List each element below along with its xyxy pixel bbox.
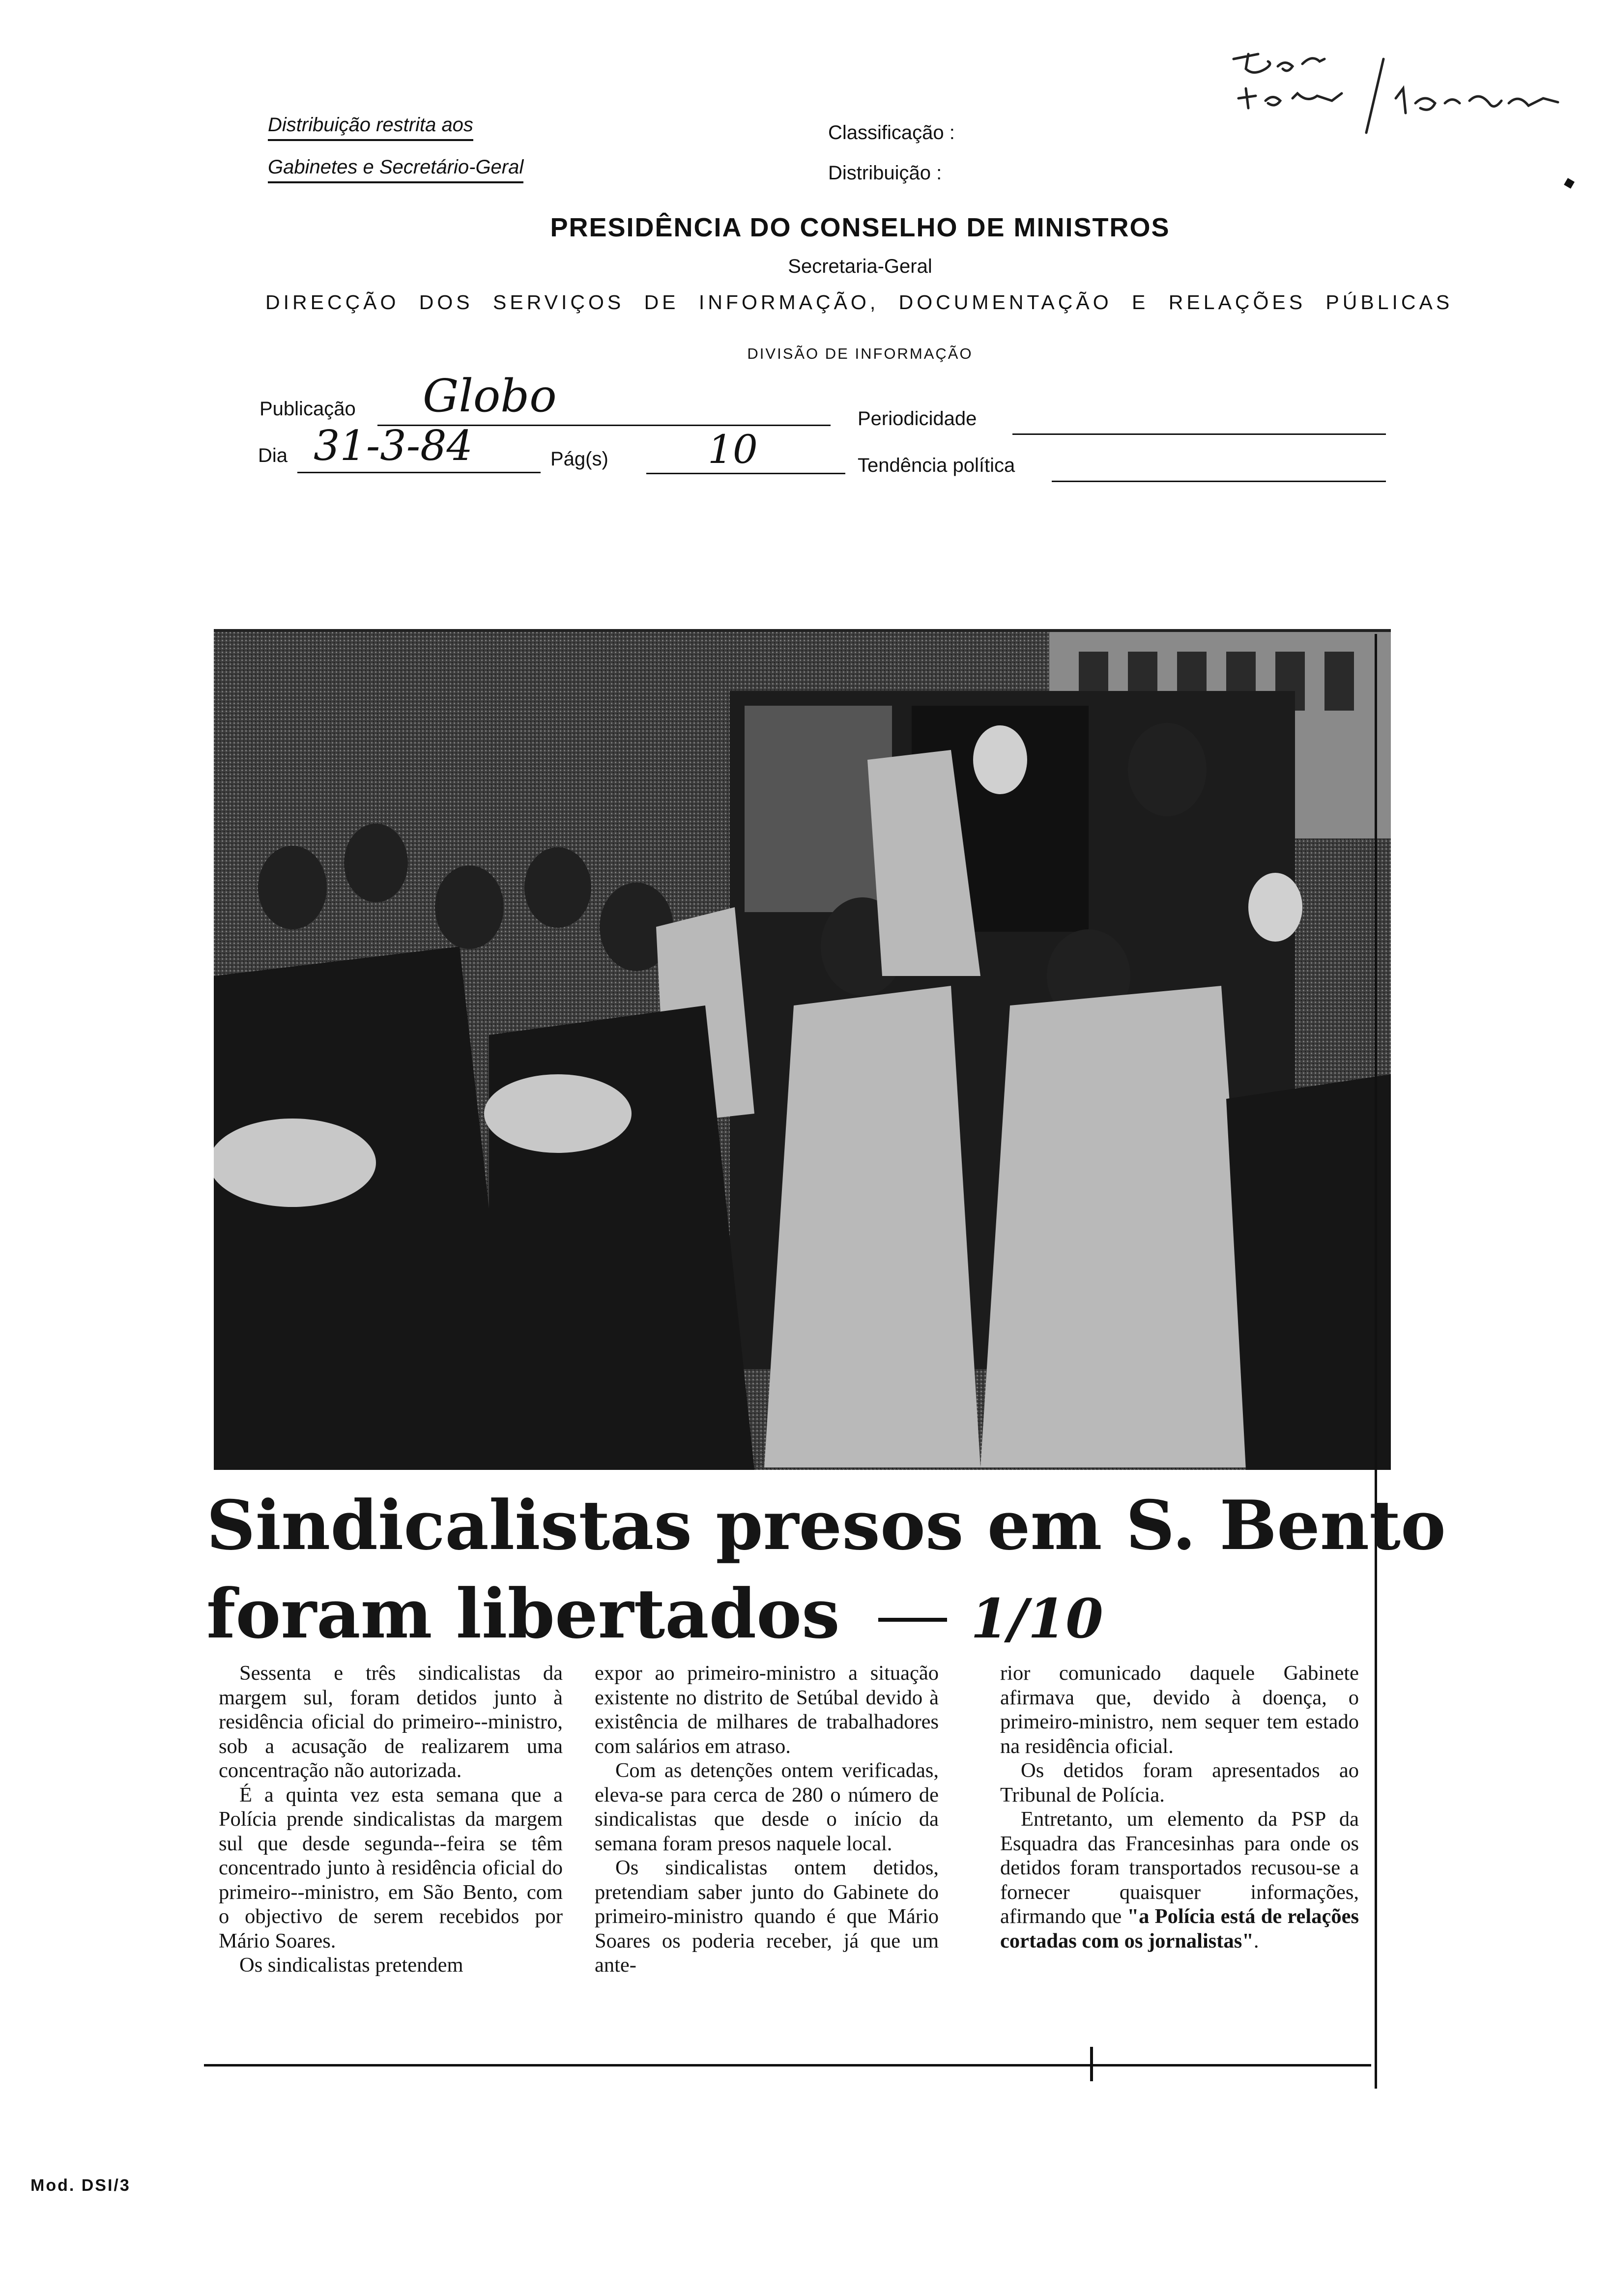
- day-label: Dia: [258, 445, 288, 466]
- paragraph: Os detidos foram apresentados ao Tribunal de Polícia.: [1000, 1759, 1359, 1807]
- article-headline-line-2: [206, 1574, 1410, 1654]
- article-end-mark: [1090, 2047, 1093, 2081]
- pages-underline: [646, 473, 845, 474]
- paragraph-text: Entretanto, um elemento da PSP da Esquadra das Francesinhas para onde os detidos foram transportados recusou-se a fornecer quaisquer informações, afirmando que: [1000, 1808, 1359, 1928]
- headline-text: foram libertados: [206, 1574, 840, 1654]
- political-tendency-underline: [1052, 481, 1386, 482]
- publication-label: Publicação: [259, 398, 356, 420]
- form-code: Mod. DSI/3: [30, 2176, 131, 2195]
- paragraph: rior comunicado daquele Gabinete afirmava que, devido à doença, o primeiro-ministro, nem sequer tem estado na residência oficial.: [1000, 1662, 1359, 1758]
- clipping-bottom-rule: [204, 2064, 1371, 2066]
- article-headline-line-1: Sindicalistas presos em S. Bento: [206, 1485, 1446, 1565]
- article-column-3: [1000, 1661, 1359, 1953]
- paragraph: [1000, 1807, 1359, 1953]
- article-column-2: [595, 1661, 939, 1978]
- paragraph: É a quinta vez esta semana que a Polícia prende sindicalistas da margem sul que desde segunda--feira se têm concentrado junto à residência oficial do primeiro--ministro, em São Bento, com o objectivo de serem recebidos por Mário Soares.: [219, 1783, 563, 1952]
- periodicity-label: Periodicidade: [858, 408, 977, 430]
- pages-label: Pág(s): [550, 448, 608, 470]
- classification-label: Classificação :: [828, 122, 955, 144]
- paragraph: Os sindicalistas pretendem: [239, 1953, 463, 1977]
- restricted-distribution-line-2: Gabinetes e Secretário-Geral: [268, 156, 523, 183]
- news-photo-illustration: [214, 632, 1391, 1470]
- paragraph: expor ao primeiro-ministro a situação existente no distrito de Setúbal devido à existência de milhares de trabalhadores com salários em atraso.: [595, 1662, 939, 1758]
- news-photo: [214, 629, 1391, 1470]
- paragraph-end: .: [1253, 1929, 1259, 1952]
- distribution-label: Distribuição :: [828, 162, 942, 184]
- ink-mark: [1564, 178, 1575, 189]
- pages-value: 10: [708, 427, 758, 472]
- political-tendency-label: Tendência política: [858, 455, 1015, 476]
- periodicity-underline: [1012, 433, 1386, 435]
- day-value: 31-3-84: [314, 422, 473, 470]
- handwritten-scrawl: [1219, 39, 1583, 143]
- secretariat-subtitle: Secretaria-Geral: [788, 256, 932, 277]
- day-underline: [297, 472, 541, 473]
- paragraph: Sessenta e três sindicalistas da margem sul, foram detidos junto à residência oficial do primeiro--ministro, sob a acusação de realizarem uma concentração não autorizada.: [219, 1662, 563, 1782]
- clipping-right-rule: [1375, 634, 1377, 2089]
- article-column-1: [219, 1661, 563, 1978]
- institution-title: PRESIDÊNCIA DO CONSELHO DE MINISTROS: [550, 213, 1170, 242]
- pencil-annotation: 1/10: [970, 1587, 1103, 1650]
- division-line: DIVISÃO DE INFORMAÇÃO: [747, 345, 973, 362]
- paragraph: Os sindicalistas ontem detidos, pretendiam saber junto do Gabinete do primeiro-ministro quando é que Mário Soares os poderia receber, já que um ante-: [595, 1856, 939, 1977]
- restricted-distribution-line-1: Distribuição restrita aos: [268, 114, 473, 141]
- police-quote: "a Polícia está de relações cortadas com os jornalistas": [1000, 1905, 1359, 1952]
- directorate-line: DIRECÇÃO DOS SERVIÇOS DE INFORMAÇÃO, DOCUMENTAÇÃO E RELAÇÕES PÚBLICAS: [265, 291, 1453, 314]
- publication-value: Globo: [423, 370, 557, 422]
- paragraph: Com as detenções ontem verificadas, eleva-se para cerca de 280 o número de sindicalistas que desde o início da semana foram presos naquele local.: [595, 1759, 939, 1855]
- pencil-dash: [878, 1618, 947, 1622]
